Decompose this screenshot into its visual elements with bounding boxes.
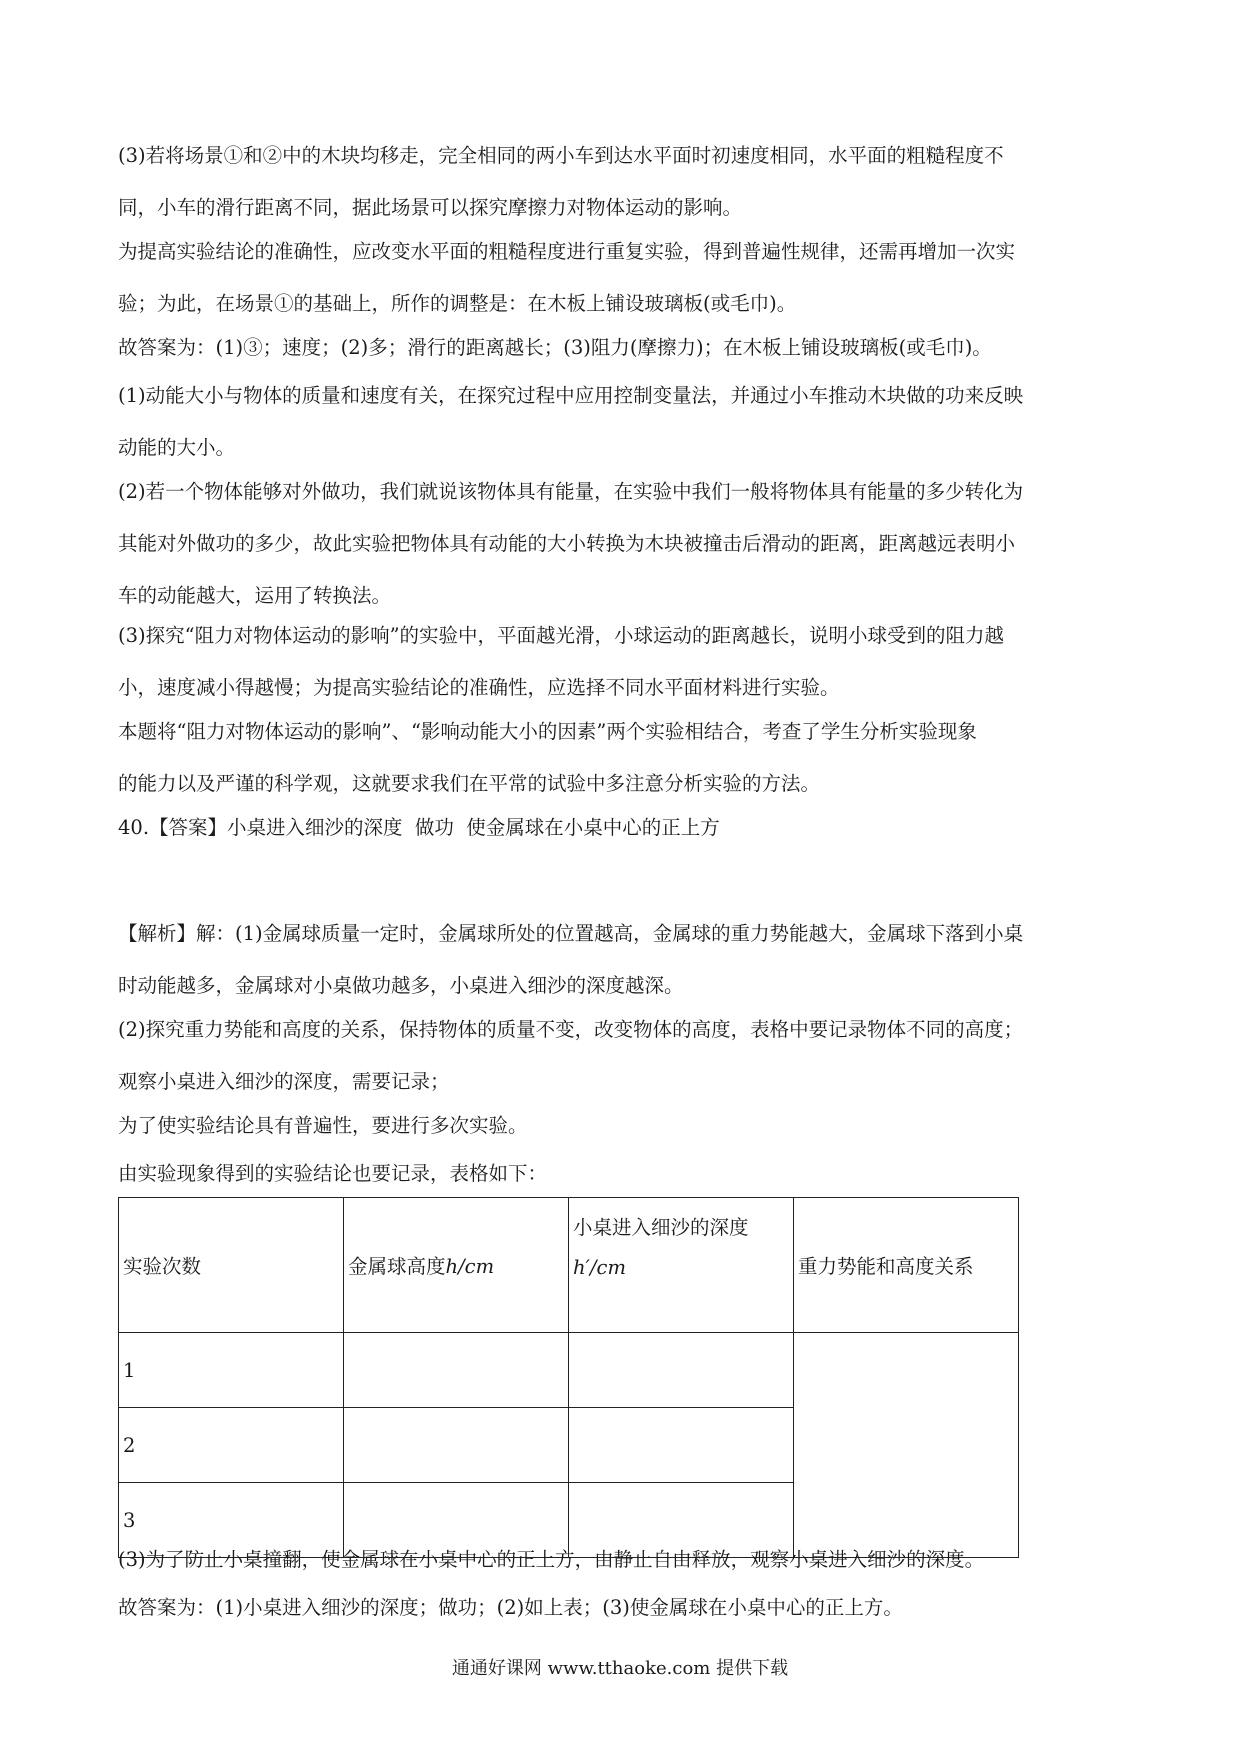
text-line: 车的动能越大，运用了转换法。 [118,584,392,607]
table-cell [344,1333,569,1408]
paragraph-analysis-40-1 [118,908,1128,1012]
text-line: (3)若将场景①和②中的木块均移走，完全相同的两小车到达水平面时初速度相同，水平面的粗糙程度不 [118,144,1004,167]
text-line: 故答案为：(1)③；速度；(2)多；滑行的距离越长；(3)阻力(摩擦力)；在木板上铺设玻璃板(或毛巾)。 [118,336,992,359]
text-line: 动能的大小。 [118,436,236,459]
text-line: (2)探究重力势能和高度的关系，保持物体的质量不变，改变物体的高度，表格中要记录物体不同的高度； [118,1018,1024,1041]
text-line: 同，小车的滑行距离不同，据此场景可以探究摩擦力对物体运动的影响。 [118,196,743,219]
text-line: (3)探究“阻力对物体运动的影响”的实验中，平面越光滑，小球运动的距离越长，说明小球受到的阻力越 [118,624,1005,647]
paragraph-answer-40 [118,802,1128,854]
text-line: 40.【答案】小桌进入细沙的深度 做功 使金属球在小桌中心的正上方 [118,816,720,839]
header-ball-height: 金属球高度h/cm [344,1198,569,1333]
text-line: 由实验现象得到的实验结论也要记录，表格如下： [118,1162,548,1185]
text-line: (3)为了防止小桌撞翻，使金属球在小桌中心的正上方，由静止自由释放，观察小桌进入细沙的深度。 [118,1548,985,1571]
table-cell: 2 [119,1408,344,1483]
experiment-table [118,1197,1019,1558]
text-line: 为提高实验结论的准确性，应改变水平面的粗糙程度进行重复实验，得到普遍性规律，还需再增加一次实 [118,240,1016,263]
text-line: 【解析】解：(1)金属球质量一定时，金属球所处的位置越高，金属球的重力势能越大，金属球下落到小桌 [118,922,1024,945]
paragraph-scene-removal [118,130,1128,234]
table-cell [344,1408,569,1483]
text-line: 其能对外做功的多少，故此实验把物体具有动能的大小转换为木块被撞击后滑动的距离，距离越远表明小 [118,532,1016,555]
text-line: 小，速度减小得越慢；为提高实验结论的准确性，应选择不同水平面材料进行实验。 [118,676,840,699]
text-line: 本题将“阻力对物体运动的影响”、“影响动能大小的因素”两个实验相结合，考查了学生分析实验现象 [118,720,977,743]
text-line: 的能力以及严谨的科学观，这就要求我们在平常的试验中多注意分析实验的方法。 [118,772,821,795]
table-cell [569,1408,794,1483]
table-cell: 1 [119,1333,344,1408]
header-trial-count: 实验次数 [119,1198,344,1333]
text-line: 验；为此，在场景①的基础上，所作的调整是：在木板上铺设玻璃板(或毛巾)。 [118,292,797,315]
paragraph-analysis-3 [118,610,1128,714]
table-cell [569,1333,794,1408]
text-line: 观察小桌进入细沙的深度，需要记录； [118,1070,450,1093]
text-line: (2)若一个物体能够对外做功，我们就说该物体具有能量，在实验中我们一般将物体具有能量的多少转化为 [118,480,1024,503]
paragraph-analysis-40-2 [118,1004,1128,1108]
table-cell-merged [794,1333,1019,1558]
paragraph-analysis-1 [118,370,1128,474]
paragraph-answer-40-final [118,1582,1128,1634]
header-sink-depth: 小桌进入细沙的深度 h′/cm [569,1198,794,1333]
table-row [119,1333,1019,1408]
header-relationship: 重力势能和高度关系 [794,1198,1019,1333]
paragraph-table-intro [118,1148,1128,1200]
text-line: 为了使实验结论具有普遍性，要进行多次实验。 [118,1114,528,1137]
text-line: 故答案为：(1)小桌进入细沙的深度；做功；(2)如上表；(3)使金属球在小桌中心的正上方。 [118,1596,903,1619]
paragraph-analysis-2 [118,466,1128,622]
text-line: 时动能越多，金属球对小桌做功越多，小桌进入细沙的深度越深。 [118,974,684,997]
paragraph-analysis-40-3 [118,1534,1128,1586]
table-header-row [119,1198,1019,1333]
paragraph-summary [118,706,1128,810]
page-footer: 通通好课网 www.tthaoke.com 提供下载 [451,1658,789,1679]
paragraph-repeat [118,1100,1128,1152]
paragraph-accuracy [118,226,1128,330]
table-cell: 3 [119,1483,344,1558]
paragraph-answer-39 [118,322,1128,374]
text-line: (1)动能大小与物体的质量和速度有关，在探究过程中应用控制变量法，并通过小车推动木块做的功来反映 [118,384,1024,407]
